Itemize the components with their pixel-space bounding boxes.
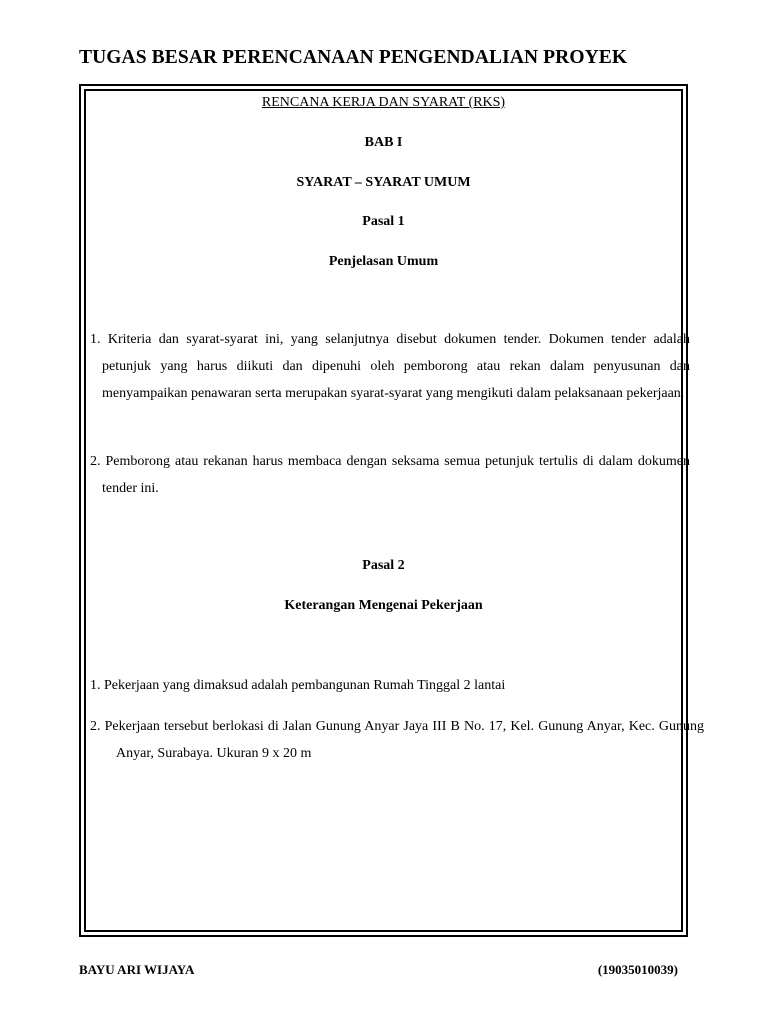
- section-2-item-2: [90, 713, 704, 767]
- main-title: [84, 95, 683, 111]
- section-2-article: Pasal 2: [362, 558, 405, 573]
- document-header-title: TUGAS BESAR PERENCANAAN PENGENDALIAN PROYEK: [79, 47, 628, 68]
- section-2-item-1: [90, 672, 678, 699]
- section-1-item-1-text: Kriteria dan syarat-syarat ini, yang selanjutnya disebut dokumen tender. Dokumen tender adalah petunjuk yang harus diikuti dan dipenuhi oleh pemborong atau rekan dalam penyusunan dan menyampaikan penawaran serta merupakan syarat-syarat yang mengikuti dalam pelaksanaan pekerjaan.: [102, 332, 691, 401]
- chapter-title: SYARAT – SYARAT UMUM: [296, 175, 471, 190]
- footer-student-id: (19035010039): [597, 962, 678, 977]
- section-1-item-1-number: 1.: [90, 332, 101, 347]
- section-2-item-2-text: Pekerjaan tersebut berlokasi di Jalan Gunung Anyar Jaya III B No. 17, Kel. Gunung Anyar, Kec. Gunung Anyar, Surabaya. Ukuran 9 x 20 m: [104, 719, 705, 761]
- chapter-label: BAB I: [364, 135, 403, 150]
- section-1-item-2-text: Pemborong atau rekanan harus membaca dengan seksama semua petunjuk tertulis di dalam dokumen tender ini.: [102, 454, 690, 496]
- section-1-item-2-number: 2.: [90, 454, 101, 469]
- section-2-item-2-number: 2.: [90, 719, 101, 734]
- footer-author: BAYU ARI WIJAYA: [79, 962, 195, 977]
- main-title-text: RENCANA KERJA DAN SYARAT (RKS): [261, 95, 506, 110]
- section-2-item-1-number: 1.: [90, 678, 101, 693]
- section-1-article: Pasal 1: [362, 214, 405, 229]
- section-1-heading: Penjelasan Umum: [328, 254, 439, 269]
- section-1-item-2: [90, 448, 690, 502]
- section-2-item-1-text: Pekerjaan yang dimaksud adalah pembangunan Rumah Tinggal 2 lantai: [104, 678, 506, 693]
- section-1-item-1: [90, 326, 690, 407]
- section-2-heading: Keterangan Mengenai Pekerjaan: [284, 598, 483, 613]
